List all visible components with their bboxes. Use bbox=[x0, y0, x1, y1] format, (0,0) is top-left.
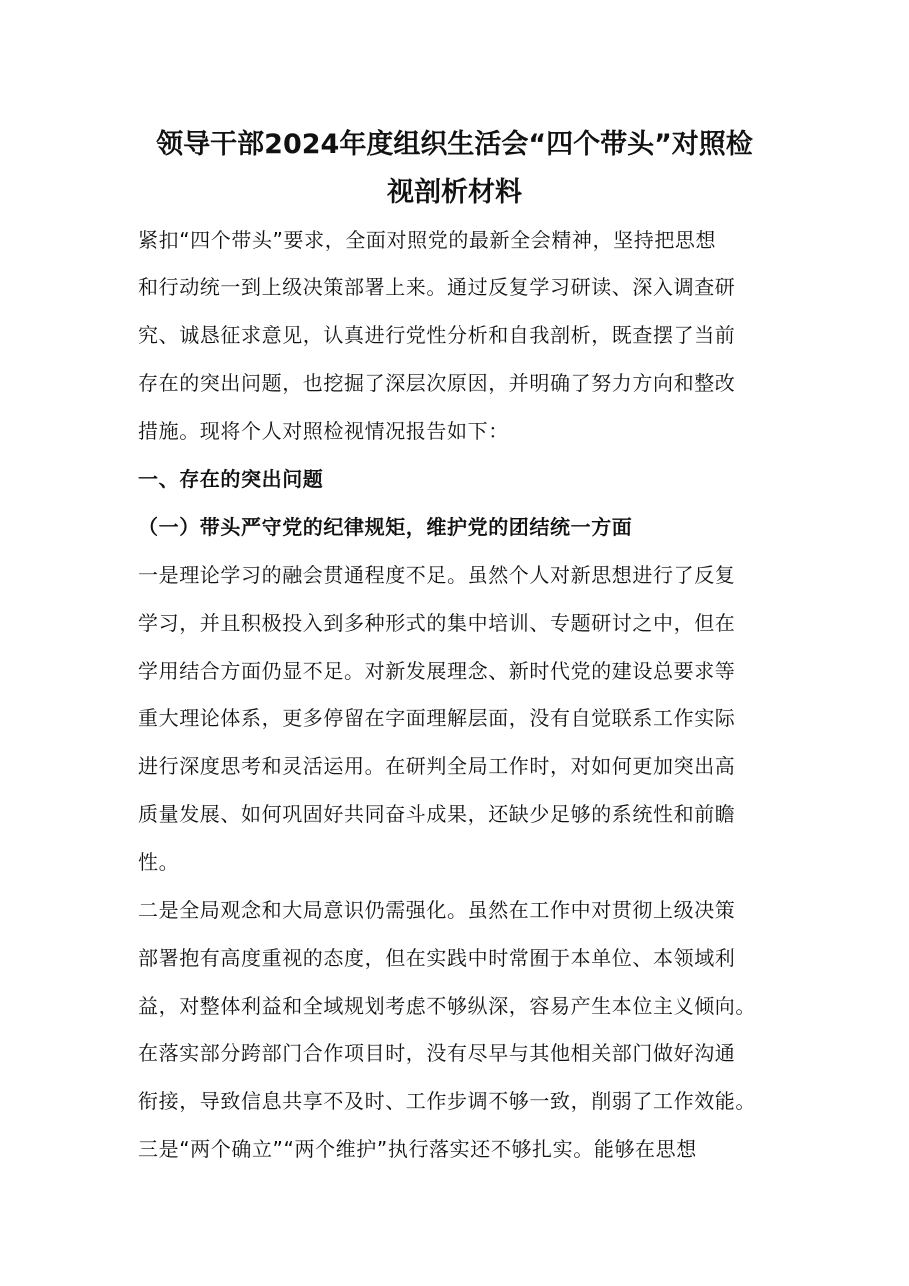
document-title-line-2: 视剖析材料 bbox=[387, 177, 522, 208]
subsection-heading: （一）带头严守党的纪律规矩，维护党的团结统一方面 bbox=[138, 515, 633, 539]
paragraph-line: 存在的突出问题，也挖掘了深层次原因，并明确了努力方向和整改 bbox=[138, 371, 736, 395]
document-title-line-1: 领导干部2024年度组织生活会“四个带头”对照检 bbox=[156, 129, 753, 160]
paragraph-line: 一是理论学习的融会贯通程度不足。虽然个人对新思想进行了反复 bbox=[138, 563, 736, 587]
paragraph-line: 在落实部分跨部门合作项目时，没有尽早与其他相关部门做好沟通 bbox=[138, 1041, 736, 1065]
paragraph-line: 质量发展、如何巩固好共同奋斗成果，还缺少足够的系统性和前瞻 bbox=[138, 802, 736, 826]
paragraph-line: 进行深度思考和灵活运用。在研判全局工作时，对如何更加突出高 bbox=[138, 754, 736, 778]
paragraph-line: 措施。现将个人对照检视情况报告如下： bbox=[138, 419, 509, 443]
section-heading: 一、存在的突出问题 bbox=[138, 467, 324, 491]
paragraph-line: 究、诚恳征求意见，认真进行党性分析和自我剖析，既查摆了当前 bbox=[138, 323, 736, 347]
paragraph-line: 部署抱有高度重视的态度，但在实践中时常囿于本单位、本领域利 bbox=[138, 946, 736, 970]
paragraph-line: 衔接，导致信息共享不及时、工作步调不够一致，削弱了工作效能。 bbox=[138, 1089, 756, 1113]
paragraph-line: 益，对整体利益和全域规划考虑不够纵深，容易产生本位主义倾向。 bbox=[138, 994, 756, 1018]
paragraph-line: 性。 bbox=[138, 850, 180, 874]
paragraph-line: 学用结合方面仍显不足。对新发展理念、新时代党的建设总要求等 bbox=[138, 659, 736, 683]
paragraph-line: 三是“两个确立”“两个维护”执行落实还不够扎实。能够在思想 bbox=[138, 1137, 697, 1161]
paragraph-line: 学习，并且积极投入到多种形式的集中培训、专题研讨之中，但在 bbox=[138, 611, 736, 635]
paragraph-line: 紧扣“四个带头”要求，全面对照党的最新全会精神，坚持把思想 bbox=[138, 228, 717, 252]
paragraph-line: 二是全局观念和大局意识仍需强化。虽然在工作中对贯彻上级决策 bbox=[138, 898, 736, 922]
paragraph-line: 重大理论体系，更多停留在字面理解层面，没有自觉联系工作实际 bbox=[138, 706, 736, 730]
paragraph-line: 和行动统一到上级决策部署上来。通过反复学习研读、深入调查研 bbox=[138, 275, 736, 299]
